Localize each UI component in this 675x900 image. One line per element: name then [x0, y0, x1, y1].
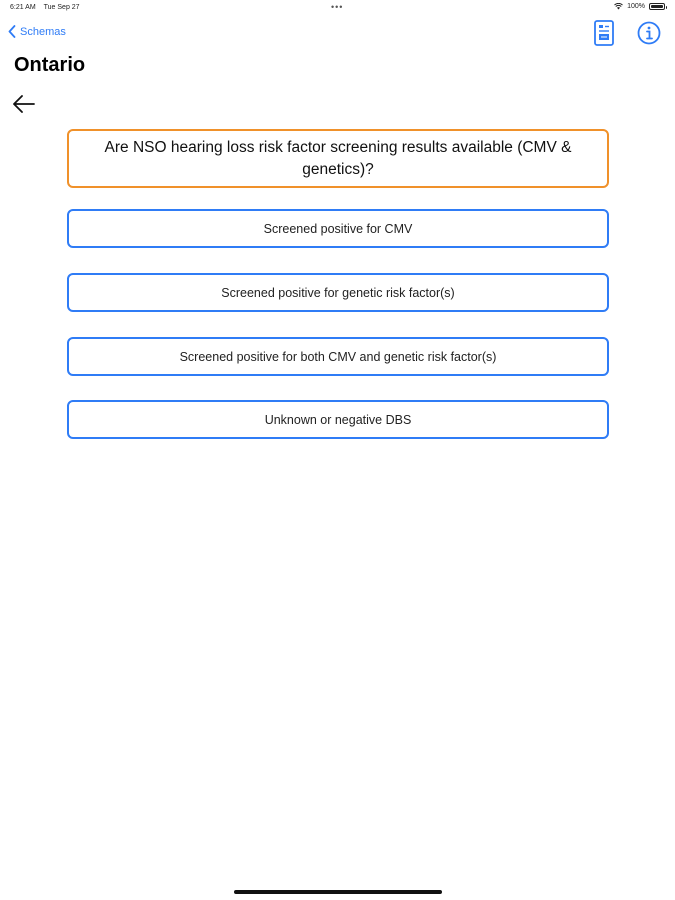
answer-button-cmv[interactable] [67, 209, 609, 248]
report-icon[interactable] [594, 20, 614, 46]
status-bar [0, 0, 675, 16]
status-indicators [614, 3, 665, 10]
answer-label: Screened positive for both CMV and genetic risk factor(s) [179, 349, 497, 364]
status-date: Tue Sep 27 [43, 4, 80, 11]
chevron-left-icon [8, 25, 16, 38]
battery-icon [649, 3, 665, 10]
answer-button-genetic[interactable] [67, 273, 609, 312]
status-time: 6:21 AM [10, 4, 36, 11]
multitasking-dots[interactable]: ••• [331, 2, 344, 12]
wifi-icon [614, 3, 623, 10]
info-icon[interactable] [637, 21, 661, 45]
back-to-schemas-button[interactable] [8, 25, 66, 38]
question-box [67, 129, 609, 188]
page-title: Ontario [14, 54, 86, 76]
battery-percent: 100% [627, 3, 645, 10]
status-time-date [10, 4, 80, 11]
arrow-left-icon[interactable] [12, 95, 36, 113]
answer-label: Screened positive for CMV [263, 221, 413, 236]
answer-button-both[interactable] [67, 337, 609, 376]
back-link-label: Schemas [20, 25, 66, 38]
answer-label: Unknown or negative DBS [264, 412, 412, 427]
answer-label: Screened positive for genetic risk factor(s) [221, 285, 455, 300]
question-text: Are NSO hearing loss risk factor screening results available (CMV & genetics)? [104, 138, 572, 178]
answer-button-unknown[interactable] [67, 400, 609, 439]
home-indicator[interactable] [234, 890, 442, 894]
